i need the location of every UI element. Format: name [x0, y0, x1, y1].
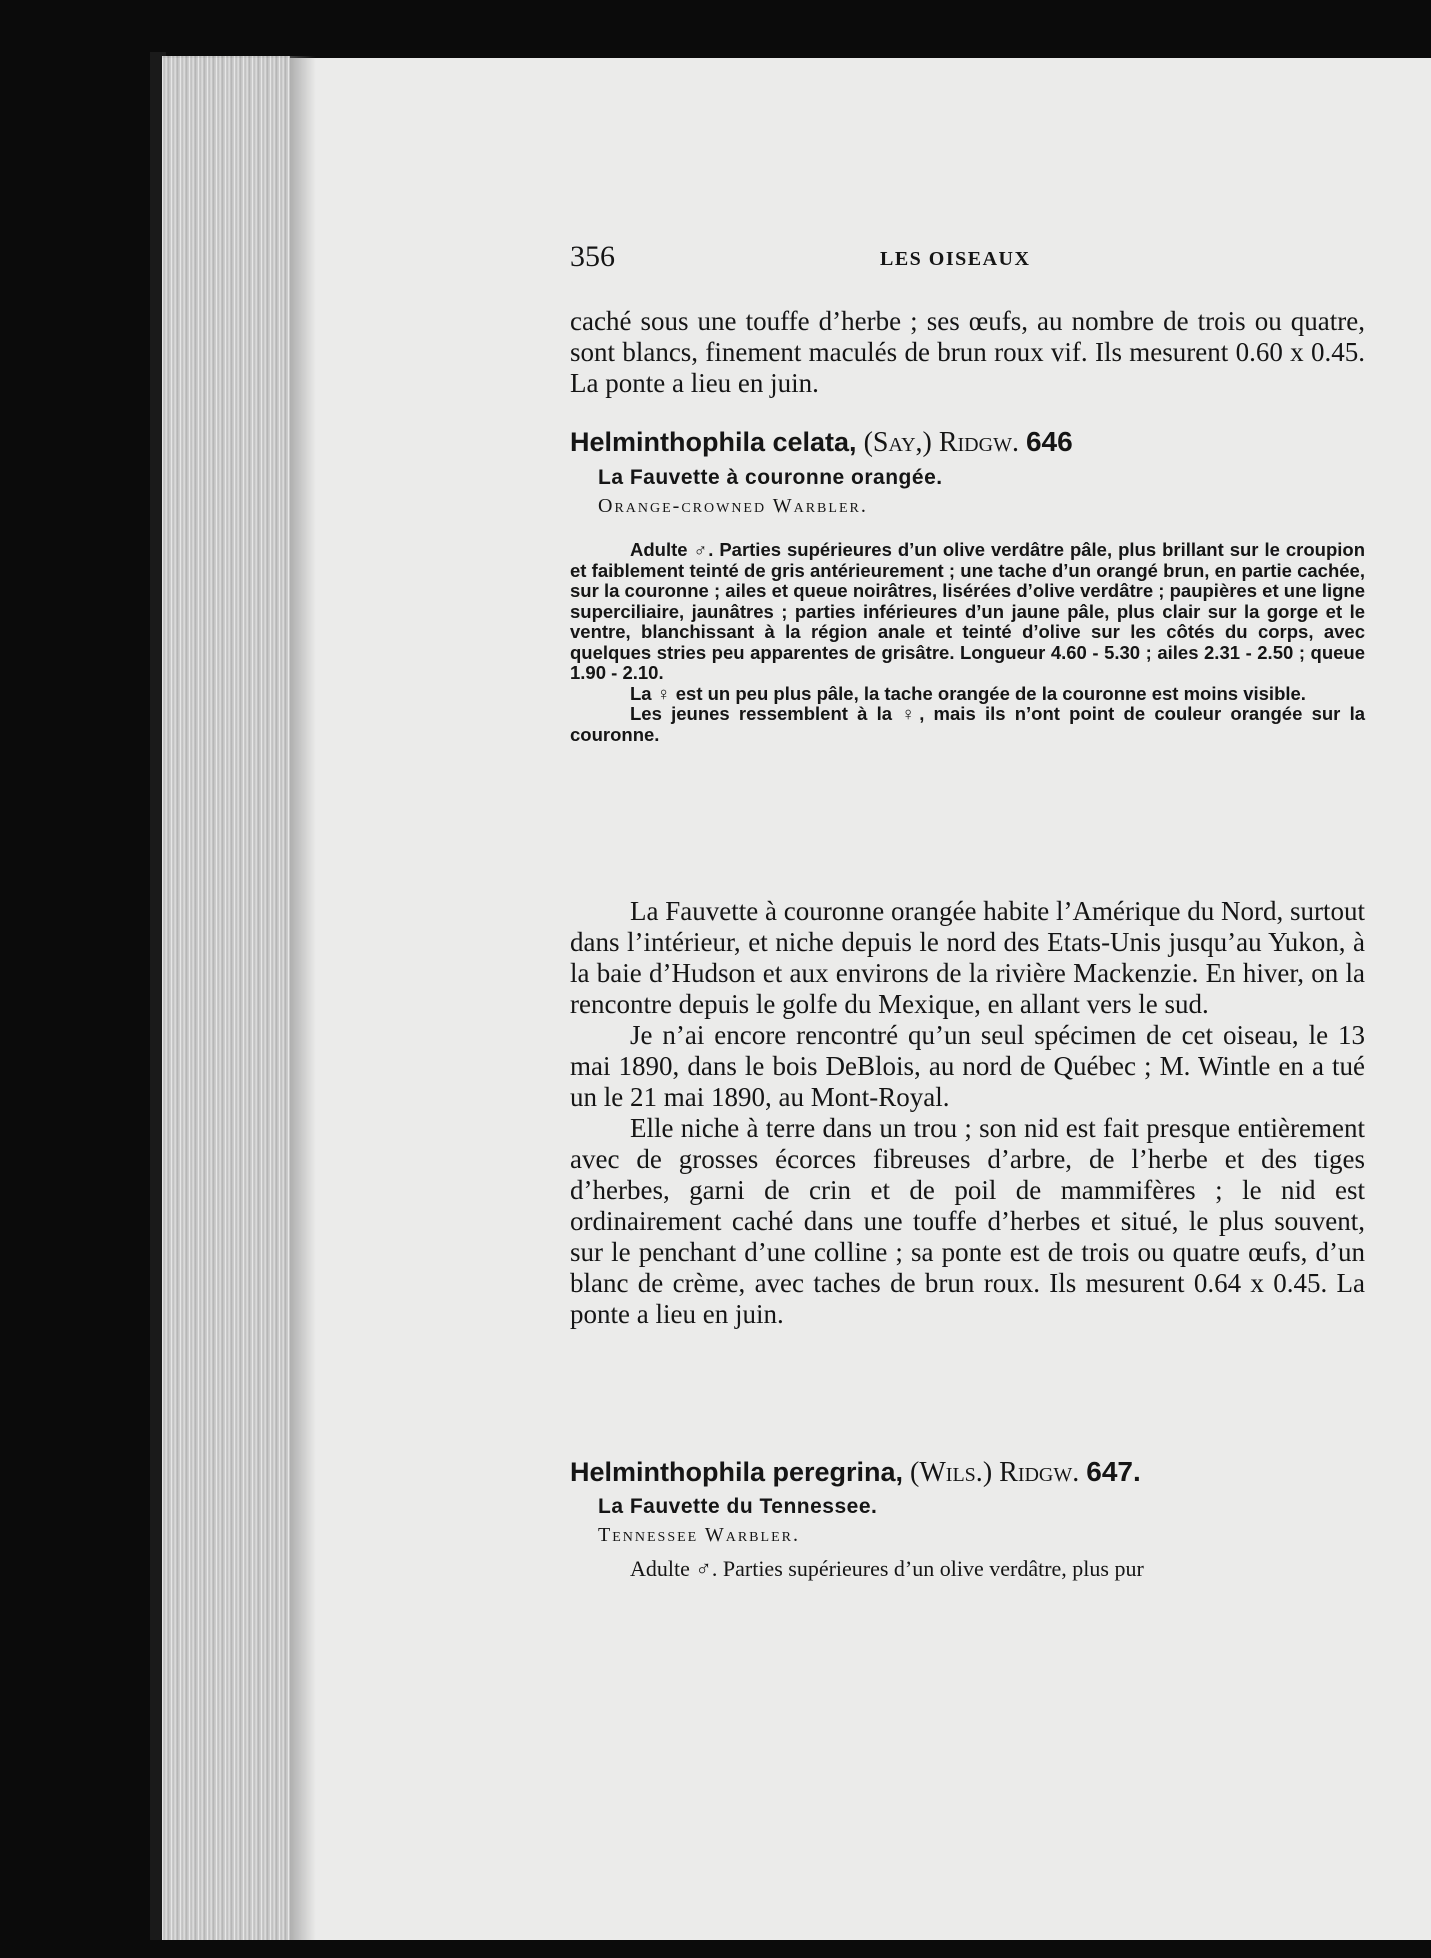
continuation-paragraph: caché sous une touffe d’herbe ; ses œufs, au nombre de trois ou quatre, sont blancs, finement maculés de brun roux vif. Ils mesurent 0.60 x 0.45. La ponte a lieu en juin. — [570, 306, 1365, 398]
authority-say: Say, — [872, 427, 923, 458]
page-number: 356 — [570, 240, 615, 273]
species-description-647 — [570, 1556, 1365, 1582]
french-common-name: La Fauvette à couronne orangée. — [598, 466, 943, 489]
page-edges — [162, 56, 290, 1941]
authority-ridgw: Ridgw. — [999, 1457, 1080, 1488]
species-heading-647 — [570, 1456, 1365, 1489]
range-paragraph: La Fauvette à couronne orangée habite l’Amérique du Nord, surtout dans l’intérieur, et niche depuis le nord des Etats-Unis jusqu’au Yukon, à la baie d’Hudson et aux environs de la rivière Mackenzie. En hiver, on la rencontre depuis le golfe du Mexique, en allant vers le sud. — [570, 896, 1365, 1019]
species-latin-name: Helminthophila celata, — [570, 427, 857, 457]
authority-open-paren: ( — [863, 427, 873, 458]
species-latin-name: Helminthophila peregrina, — [570, 1457, 904, 1487]
authority-open-paren: ( — [910, 1457, 920, 1488]
adult-description: Adulte ♂. Parties supérieures d’un olive verdâtre pâle, plus brillant sur le croupion et faiblement teinté de gris antérieurement ; une tache d’un orangé brun, en partie cachée, sur la couronne ; ailes et queue noirâtres, lisérées d’olive verdâtre ; paupières et une ligne superciliaire, jaunâtres ; parties inférieures d’un jaune pâle, plus clair sur la gorge et le ventre, blanchissant à la région anale et teinté d’olive sur les côtés du corps, avec quelques stries peu apparentes de grisâtre. Longueur 4.60 - 5.30 ; ailes 2.31 - 2.50 ; queue 1.90 - 2.10. — [570, 539, 1365, 683]
female-description: La ♀ est un peu plus pâle, la tache orangée de la couronne est moins visible. — [630, 682, 1306, 704]
french-common-name: La Fauvette du Tennessee. — [598, 1495, 878, 1518]
nest-paragraph: Elle niche à terre dans un trou ; son nid est fait presque entièrement avec de grosses écorces fibreuses d’arbre, de l’herbe et des tiges d’herbes, garni de crin et de poil de mammifères ; le nid est ordinairement caché dans une touffe d’herbes et situé, le plus souvent, sur le penchant d’une colline ; sa ponte est de trois ou quatre œufs, d’un blanc de crème, avec taches de brun roux. Ils mesurent 0.64 x 0.45. La ponte a lieu en juin. — [570, 1113, 1365, 1329]
species-text-646 — [570, 896, 1365, 1330]
english-common-name: Orange-crowned Warbler. — [598, 495, 868, 517]
page-header — [570, 240, 1365, 276]
authority-close-paren: ) — [922, 427, 939, 458]
specimen-paragraph: Je n’ai encore rencontré qu’un seul spécimen de cet oiseau, le 13 mai 1890, dans le bois DeBlois, au nord de Québec ; M. Wintle en a tué un le 21 mai 1890, au Mont-Royal. — [570, 1020, 1365, 1112]
adult-description: Adulte ♂. Parties supérieures d’un olive verdâtre, plus pur — [630, 1556, 1144, 1581]
running-title: LES OISEAUX — [880, 248, 1031, 270]
species-number: 646 — [1025, 426, 1073, 457]
english-common-name: Tennessee Warbler. — [598, 1524, 800, 1546]
young-description: Les jeunes ressemblent à la ♀, mais ils n’ont point de couleur orangée sur la couronne. — [570, 703, 1365, 745]
authority-close-paren: ) — [982, 1457, 1000, 1488]
authority-ridgw: Ridgw. — [938, 427, 1019, 458]
species-number: 647. — [1086, 1456, 1141, 1487]
bottom-background — [0, 1940, 1431, 1958]
species-description-646 — [570, 540, 1365, 745]
continuation-paragraph-block — [570, 306, 1365, 399]
species-heading-646 — [570, 426, 1365, 459]
authority-wils: Wils. — [919, 1457, 983, 1488]
